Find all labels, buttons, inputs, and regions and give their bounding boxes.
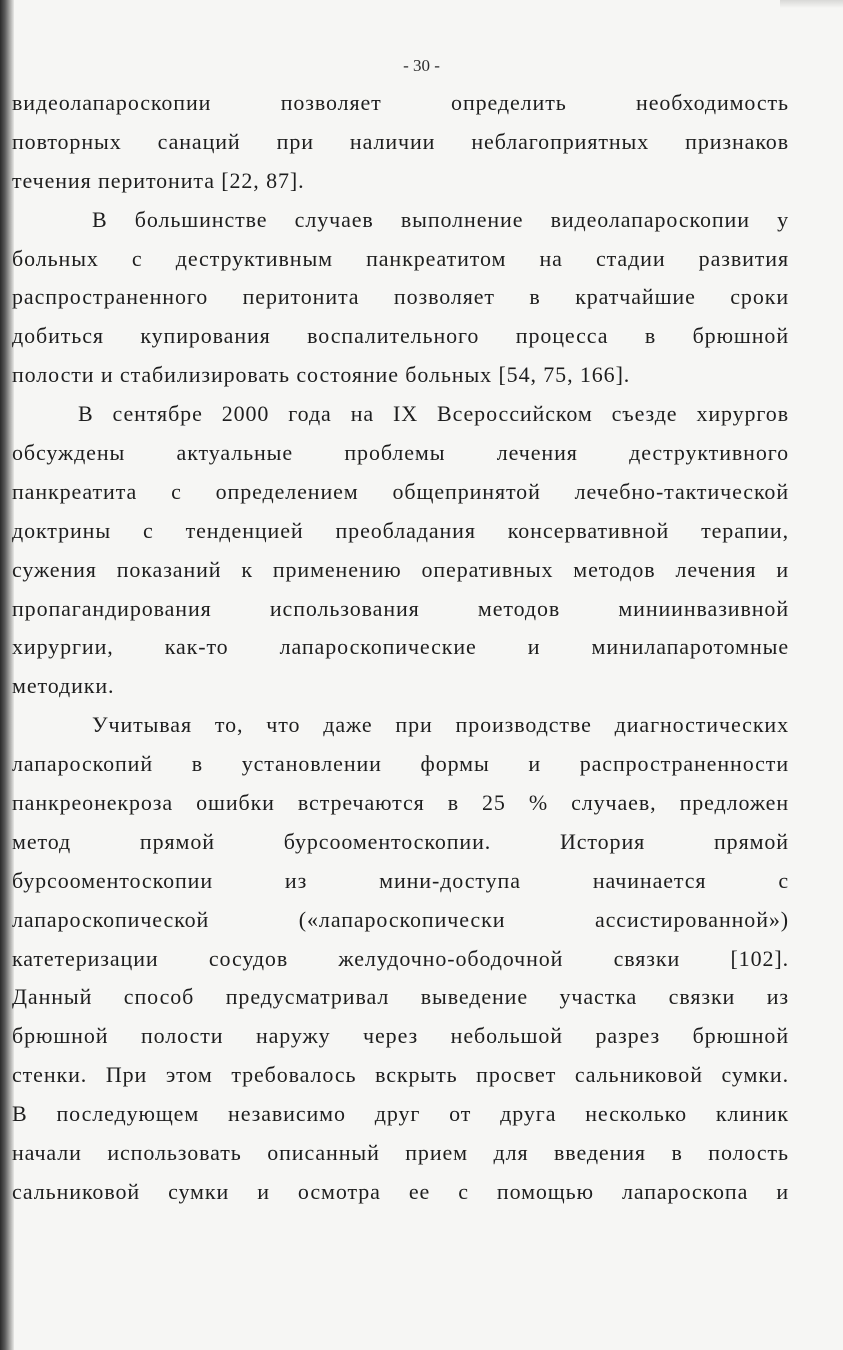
text-line: панкреатита с определением общепринятой лечебно-тактической bbox=[12, 478, 789, 504]
text-line: В сентябре 2000 года на IX Всероссийском съезде хирургов bbox=[78, 401, 789, 427]
text-line: Данный способ предусматривал выведение участка связки из bbox=[12, 984, 789, 1010]
text-line: сужения показаний к применению оперативных методов лечения и bbox=[12, 556, 789, 582]
text-line: лапароскопической («лапароскопически ассистированной») bbox=[12, 906, 789, 932]
text-line: повторных санаций при наличии неблагоприятных признаков bbox=[12, 128, 789, 154]
text-line: течения перитонита [22, 87]. bbox=[12, 167, 305, 193]
text-line: панкреонекроза ошибки встречаются в 25 % случаев, предложен bbox=[12, 790, 789, 816]
text-line: В большинстве случаев выполнение видеолапароскопии у bbox=[92, 206, 789, 232]
page-number: - 30 - bbox=[403, 56, 440, 75]
text-line: бурсооментоскопии из мини-доступа начинается с bbox=[12, 867, 789, 893]
text-line: начали использовать описанный прием для введения в полость bbox=[12, 1140, 789, 1166]
text-line: стенки. При этом требовалось вскрыть просвет сальниковой сумки. bbox=[12, 1062, 789, 1088]
text-line: добиться купирования воспалительного процесса в брюшной bbox=[12, 323, 789, 349]
text-line: полости и стабилизировать состояние больных [54, 75, 166]. bbox=[12, 362, 631, 388]
text-line: лапароскопий в установлении формы и распространенности bbox=[12, 751, 789, 777]
text-line: метод прямой бурсооментоскопии. История прямой bbox=[12, 828, 789, 854]
text-line: брюшной полости наружу через небольшой разрез брюшной bbox=[12, 1023, 789, 1049]
text-line: видеолапароскопии позволяет определить необходимость bbox=[12, 90, 789, 115]
text-line: катетеризации сосудов желудочно-ободочной связки [102]. bbox=[12, 945, 789, 971]
text-line: В последующем независимо друг от друга несколько клиник bbox=[12, 1101, 789, 1127]
text-line: обсуждены актуальные проблемы лечения деструктивного bbox=[12, 440, 789, 466]
text-line: пропагандирования использования методов миниинвазивной bbox=[12, 595, 789, 621]
text-line: Учитывая то, что даже при производстве диагностических bbox=[92, 712, 789, 738]
text-line: доктрины с тенденцией преобладания консервативной терапии, bbox=[12, 517, 789, 543]
text-line: методики. bbox=[12, 673, 115, 699]
text-line: хирургии, как-то лапароскопические и минилапаротомные bbox=[12, 634, 789, 660]
text-line: распространенного перитонита позволяет в кратчайшие сроки bbox=[12, 284, 789, 310]
text-line: больных с деструктивным панкреатитом на стадии развития bbox=[12, 245, 789, 271]
text-line: сальниковой сумки и осмотра ее с помощью лапароскопа и bbox=[12, 1178, 789, 1204]
body-text bbox=[12, 84, 789, 1212]
scan-top-shadow bbox=[780, 0, 843, 8]
